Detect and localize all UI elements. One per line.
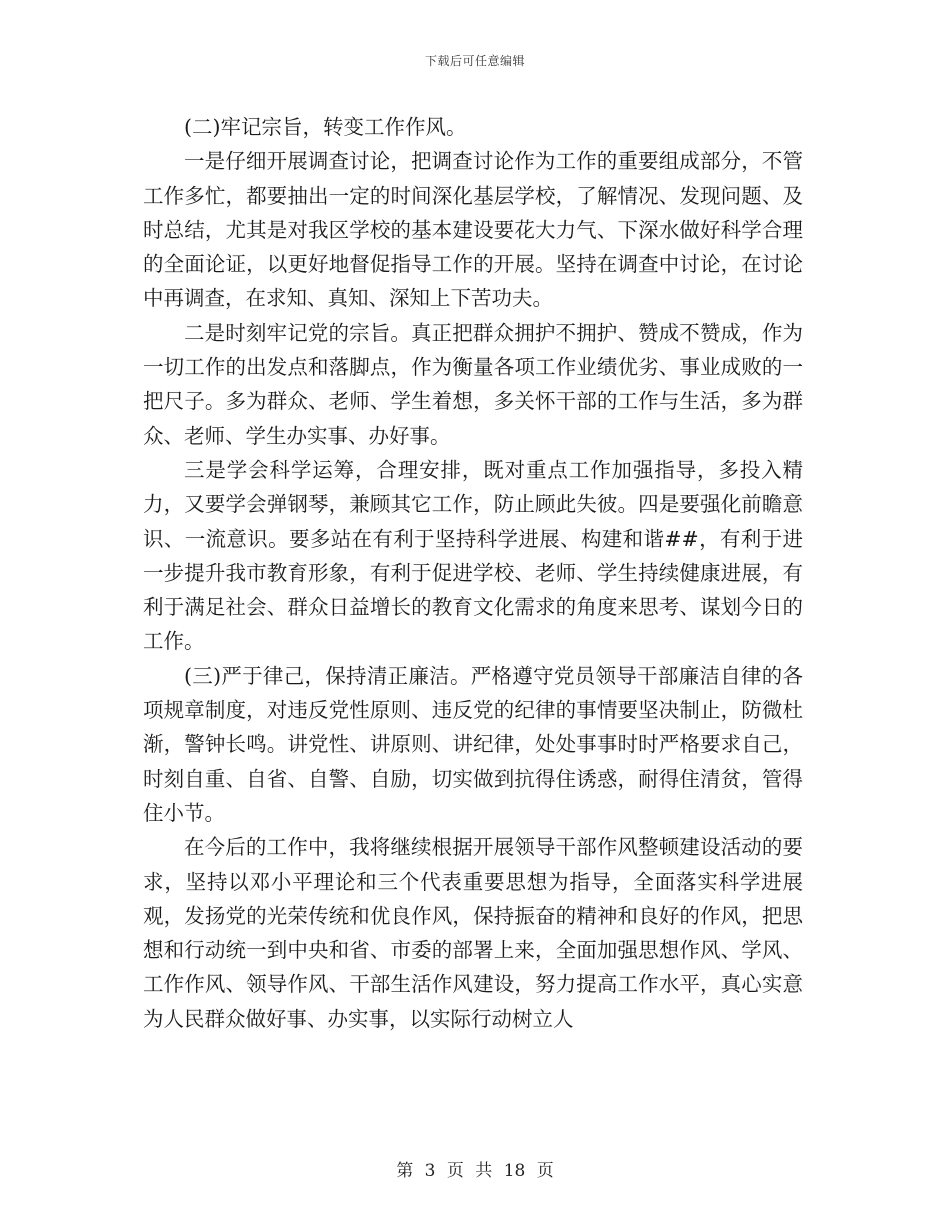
page-number-footer: 第 3 页 共 18 页 [396, 1161, 554, 1181]
document-body [143, 110, 803, 1036]
paragraph-4: 三是学会科学运筹，合理安排，既对重点工作加强指导，多投入精力，又要学会弹钢琴，兼顾其它工作，防止顾此失彼。四是要强化前瞻意识、一流意识。要多站在有利于坚持科学进展、构建和谐##，有利于进一步提升我市教育形象，有利于促进学校、老师、学生持续健康进展，有利于满足社会、群众日益增长的教育文化需求的角度来思考、谋划今日的工作。 [143, 457, 803, 654]
paragraph-1: (二)牢记宗旨，转变工作作风。 [184, 115, 467, 139]
page-header-note: 下载后可任意编辑 [424, 54, 525, 68]
paragraph-5: (三)严于律己，保持清正廉洁。严格遵守党员领导干部廉洁自律的各项规章制度，对违反党性原则、违反党的纪律的事情要坚决制止，防微杜渐，警钟长鸣。讲党性、讲原则、讲纪律，处处事事时时严格要求自己，时刻自重、自省、自警、自励，切实做到抗得住诱惑，耐得住清贫，管得住小节。 [143, 663, 803, 825]
paragraph-6: 在今后的工作中，我将继续根据开展领导干部作风整顿建设活动的要求，坚持以邓小平理论和三个代表重要思想为指导，全面落实科学进展观，发扬党的光荣传统和优良作风，保持振奋的精神和良好的作风，把思想和行动统一到中央和省、市委的部署上来，全面加强思想作风、学风、工作作风、领导作风、干部生活作风建设，努力提高工作水平，真心实意为人民群众做好事、办实事，以实际行动树立人 [143, 835, 803, 1031]
paragraph-2: 一是仔细开展调查讨论，把调查讨论作为工作的重要组成部分，不管工作多忙，都要抽出一定的时间深化基层学校，了解情况、发现问题、及时总结，尤其是对我区学校的基本建设要花大力气、下深水做好科学合理的全面论证，以更好地督促指导工作的开展。坚持在调查中讨论，在讨论中再调查，在求知、真知、深知上下苦功夫。 [143, 149, 803, 311]
paragraph-3: 二是时刻牢记党的宗旨。真正把群众拥护不拥护、赞成不赞成，作为一切工作的出发点和落脚点，作为衡量各项工作业绩优劣、事业成败的一把尺子。多为群众、老师、学生着想，多关怀干部的工作与生活，多为群众、老师、学生办实事、办好事。 [143, 320, 803, 448]
